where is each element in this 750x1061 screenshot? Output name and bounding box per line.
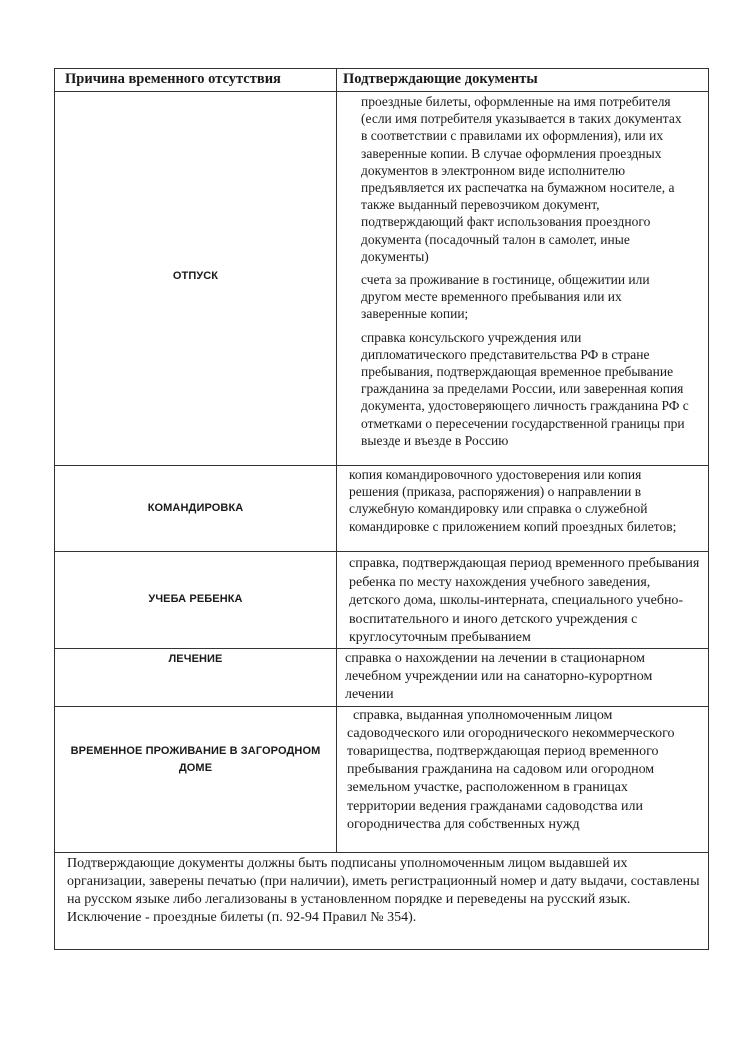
documents-cell bbox=[337, 648, 709, 706]
reason-label: ОТПУСК bbox=[172, 270, 219, 282]
document-item: проездные билеты, оформленные на имя потребителя (если имя потребителя указывается в таких документах в соответствии с правилами их оформления), или их заверенные копии. В случае оформления проездных документов в электронном виде исполнителю предъявляется их распечатка на бумажном носителе, а также выданный перевозчиком документ, подтверждающий факт использования проездного документа (посадочный талон в самолет, иные документы) bbox=[361, 94, 682, 264]
header-documents: Подтверждающие документы bbox=[337, 69, 709, 92]
documents-cell bbox=[337, 92, 709, 466]
footer-row bbox=[55, 852, 709, 949]
footer-note-cell bbox=[55, 852, 709, 949]
reason-label: ВРЕМЕННОЕ ПРОЖИВАНИЕ В ЗАГОРОДНОМ ДОМЕ bbox=[70, 744, 321, 774]
document-item: счета за проживание в гостинице, общежитии или другом месте временного пребывания или их заверенные копии; bbox=[361, 272, 650, 322]
table-row bbox=[55, 466, 709, 552]
documents-cell bbox=[337, 466, 709, 552]
table-row bbox=[55, 648, 709, 706]
reason-cell bbox=[55, 552, 337, 649]
reason-cell bbox=[55, 466, 337, 552]
document-item: справка консульского учреждения или дипломатического представительства РФ в стране пребывания, подтверждающая временное пребывание гражданина за пределами России, или заверенная копия документа, удостоверяющего личность гражданина РФ с отметками о пересечении государственной границы при выезде и въезде в Россию bbox=[361, 329, 689, 448]
reason-label: ЛЕЧЕНИЕ bbox=[168, 652, 223, 665]
reason-cell bbox=[55, 92, 337, 466]
reason-label: КОМАНДИРОВКА bbox=[147, 502, 244, 514]
reason-label: УЧЕБА РЕБЕНКА bbox=[148, 593, 243, 606]
document-item: копия командировочного удостоверения или копия решения (приказа, распоряжения) о направлении в служебную командировку или справка о служебной командировке с приложением копий проездных билетов; bbox=[349, 467, 677, 534]
table-header-row bbox=[55, 69, 709, 92]
documents-cell bbox=[337, 706, 709, 852]
reason-cell bbox=[55, 648, 337, 706]
table-row bbox=[55, 552, 709, 649]
document-item: справка, подтверждающая период временного пребывания ребенка по месту нахождения учебного заведения, детского дома, школы-интерната, специального учебно-воспитательного и иного детского учреждения с круглосуточным пребыванием bbox=[349, 556, 700, 645]
document-item: справка о нахождении на лечении в стационарном лечебном учреждении или на санаторно-курортном лечении bbox=[345, 650, 653, 702]
footer-note: Подтверждающие документы должны быть подписаны уполномоченным лицом выдавшей их организации, заверены печатью (при наличии), иметь регистрационный номер и дату выдачи, составлены на русском языке либо легализованы в установленном порядке и переведены на русский язык. Исключение - проездные билеты (п. 92-94 Правил № 354). bbox=[67, 855, 700, 925]
table-row bbox=[55, 92, 709, 466]
reason-cell bbox=[55, 706, 337, 852]
documents-cell bbox=[337, 552, 709, 649]
documents-table bbox=[54, 68, 709, 950]
document-item: справка, выданная уполномоченным лицом садоводческого или огороднического некоммерческого товарищества, подтверждающая период временного пребывания гражданина на садовом или огородном земельном участке, расположенном в границах территории ведения гражданами садоводства или огородничества для собственных нужд bbox=[347, 707, 675, 832]
header-reason: Причина временного отсутствия bbox=[55, 69, 337, 92]
table-row bbox=[55, 706, 709, 852]
